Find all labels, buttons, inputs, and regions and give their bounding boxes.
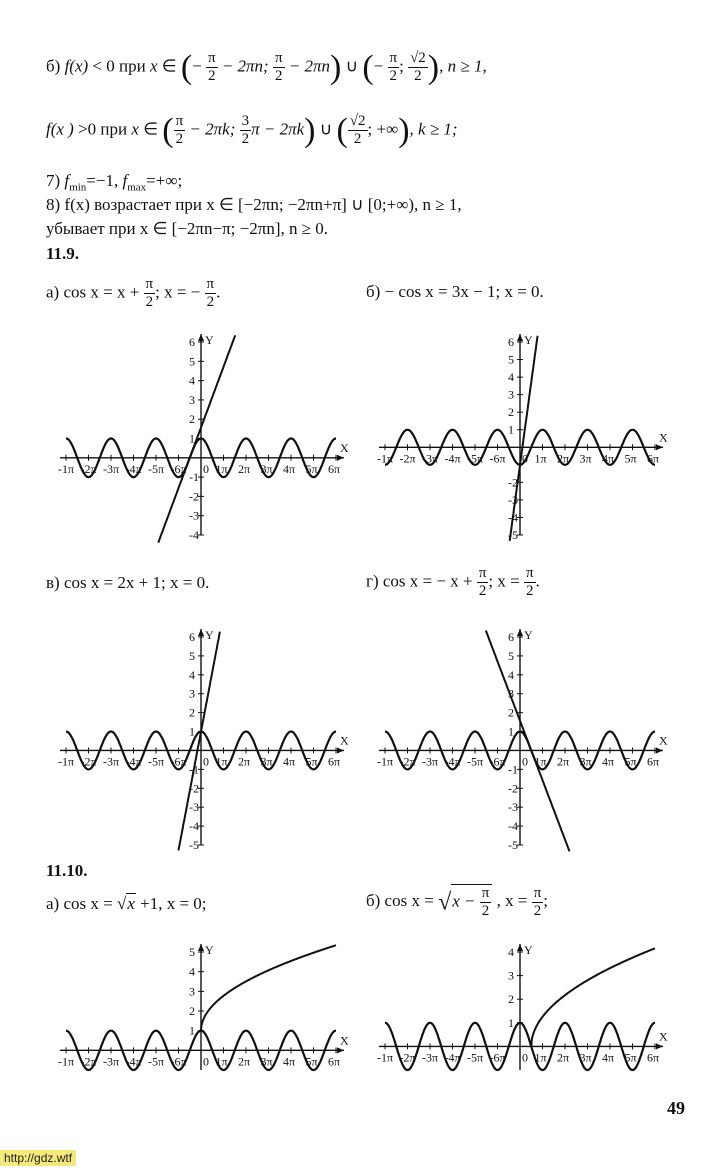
x-tick-label: 3π bbox=[260, 754, 273, 769]
x-tick-label: -2π bbox=[80, 461, 97, 476]
graph-11-9-a bbox=[46, 330, 356, 545]
x-tick-label: -6π bbox=[489, 451, 506, 466]
graph-11-9-b bbox=[365, 330, 675, 545]
x-tick-label: 4π bbox=[602, 754, 615, 769]
y-tick-label: 4 bbox=[508, 945, 514, 959]
x-tick-label: -6π bbox=[489, 1050, 506, 1065]
y-tick-label: 3 bbox=[508, 686, 514, 701]
x-tick-label: -4π bbox=[444, 451, 461, 466]
y-tick-label: 4 bbox=[189, 667, 195, 682]
x-tick-label: -2π bbox=[80, 1054, 97, 1069]
equation-b-11-10: б) cos x = √x − $\frac{\pi}{2}$ , x = $\frac{\pi}{2}$ ; bbox=[366, 884, 548, 920]
y-tick-label: 4 bbox=[189, 964, 195, 979]
x-axis-arrow bbox=[337, 455, 344, 461]
x-tick-label: -2π bbox=[399, 1050, 416, 1065]
y-tick-label: 5 bbox=[508, 352, 514, 367]
item-8-second-line: убывает при x ∈ [−2πn−π; −2πn], n ≥ 0. bbox=[46, 219, 329, 238]
x-tick-label: -6π bbox=[170, 461, 187, 476]
x-tick-label: 5π bbox=[305, 461, 318, 476]
x-tick-label: 6π bbox=[647, 754, 660, 769]
x-axis-arrow bbox=[337, 747, 344, 753]
y-tick-label: -1 bbox=[508, 762, 518, 777]
x-tick-label: -5π bbox=[467, 451, 484, 466]
item-8-line: 8) f(x) возрастает при x ∈ [−2πn; −2πn+π] ∪ [0;+∞), n ≥ 1, bbox=[46, 195, 462, 214]
x-tick-label: 6π bbox=[328, 1054, 341, 1069]
y-tick-label: -1 bbox=[189, 470, 199, 485]
y-axis-label: Y bbox=[205, 628, 214, 642]
y-tick-label: 1 bbox=[189, 724, 195, 739]
x-tick-label: 3π bbox=[260, 1054, 273, 1069]
y-tick-label: 2 bbox=[508, 705, 514, 720]
x-tick-label: 2π bbox=[238, 1054, 251, 1069]
x-tick-label: 1π bbox=[534, 451, 547, 466]
y-tick-label: -5 bbox=[508, 528, 518, 542]
x-tick-label: -5π bbox=[148, 754, 165, 769]
x-tick-label: -4π bbox=[125, 461, 142, 476]
y-axis-arrow bbox=[198, 944, 204, 951]
y-tick-label: 1 bbox=[189, 1023, 195, 1038]
y-axis-label: Y bbox=[524, 628, 533, 642]
y-tick-label: -3 bbox=[189, 800, 199, 815]
x-axis-arrow bbox=[656, 747, 663, 753]
x-tick-label: -3π bbox=[103, 754, 120, 769]
x-tick-label: -4π bbox=[125, 1054, 142, 1069]
y-tick-label: -3 bbox=[508, 492, 518, 507]
origin-label: 0 bbox=[522, 754, 528, 769]
x-tick-label: 4π bbox=[283, 754, 296, 769]
y-axis-arrow bbox=[517, 629, 523, 636]
x-tick-label: 3π bbox=[579, 754, 592, 769]
x-tick-label: -6π bbox=[170, 1054, 187, 1069]
x-tick-label: -1π bbox=[58, 1054, 75, 1069]
item-6b-line: б) f(x) < 0 при x ∈ (− $\frac{\pi}{2}$ − 2πn; $\frac{\pi}{2}$ − 2πn) ∪ (− $\frac{\pi}{2}$ ; $\frac{√2}{2}$ ), n ≥ 1, bbox=[46, 48, 487, 86]
x-tick-label: 1π bbox=[215, 1054, 228, 1069]
x-tick-label: 4π bbox=[602, 1050, 615, 1065]
y-tick-label: -2 bbox=[189, 781, 199, 796]
x-tick-label: -3π bbox=[422, 451, 439, 466]
x-axis-arrow bbox=[656, 444, 663, 450]
y-tick-label: 5 bbox=[189, 648, 195, 663]
y-axis-arrow bbox=[517, 334, 523, 341]
y-tick-label: -3 bbox=[189, 508, 199, 523]
x-tick-label: 5π bbox=[624, 1050, 637, 1065]
section-11-9: 11.9. bbox=[46, 244, 80, 263]
y-tick-label: 4 bbox=[508, 370, 514, 385]
y-tick-label: 3 bbox=[189, 984, 195, 999]
x-tick-label: 3π bbox=[579, 1050, 592, 1065]
x-axis-label: X bbox=[659, 1029, 668, 1044]
graph-11-9-g bbox=[365, 625, 675, 855]
series-line-curve bbox=[201, 945, 336, 1030]
item-7-line: 7) $f_{min}=-1$, $f_{max}=+\infty$; bbox=[46, 171, 183, 194]
y-tick-label: 2 bbox=[189, 412, 195, 427]
x-tick-label: 5π bbox=[305, 1054, 318, 1069]
x-tick-label: -5π bbox=[148, 1054, 165, 1069]
origin-label: 0 bbox=[522, 1050, 528, 1065]
x-tick-label: -4π bbox=[444, 754, 461, 769]
y-axis-label: Y bbox=[524, 333, 533, 347]
y-tick-label: 2 bbox=[189, 1004, 195, 1018]
x-tick-label: 2π bbox=[557, 754, 570, 769]
y-tick-label: -3 bbox=[508, 800, 518, 815]
y-tick-label: 3 bbox=[508, 968, 514, 983]
y-tick-label: 2 bbox=[508, 992, 514, 1007]
y-tick-label: -2 bbox=[508, 781, 518, 796]
x-tick-label: -6π bbox=[489, 754, 506, 769]
x-tick-label: -1π bbox=[58, 461, 75, 476]
series-line-curve bbox=[179, 632, 220, 851]
y-tick-label: -4 bbox=[508, 819, 518, 834]
x-tick-label: -3π bbox=[422, 754, 439, 769]
x-axis-label: X bbox=[340, 440, 349, 455]
x-tick-label: -6π bbox=[170, 754, 187, 769]
x-axis-label: X bbox=[340, 733, 349, 748]
x-tick-label: -5π bbox=[148, 461, 165, 476]
x-tick-label: -3π bbox=[103, 461, 120, 476]
y-tick-label: 5 bbox=[189, 945, 195, 959]
watermark-link[interactable]: http://gdz.wtf bbox=[0, 1150, 76, 1166]
x-axis-arrow bbox=[656, 1043, 663, 1049]
y-tick-label: -1 bbox=[189, 762, 199, 777]
y-axis-arrow bbox=[198, 334, 204, 341]
x-axis-label: X bbox=[659, 733, 668, 748]
y-tick-label: -5 bbox=[189, 838, 199, 852]
graph-11-9-v bbox=[46, 625, 356, 855]
x-tick-label: 1π bbox=[534, 1050, 547, 1065]
x-tick-label: -2π bbox=[399, 754, 416, 769]
x-tick-label: 2π bbox=[557, 1050, 570, 1065]
item-6b-second-line: f(x ) >0 при x ∈ ( $\frac{\pi}{2}$ − 2πk; $\frac{3}{2}$ π − 2πk) ∪ ( $\frac{√2}{2}$ ; +∞), k ≥ 1; bbox=[46, 111, 458, 149]
series-line-curve bbox=[531, 948, 655, 1046]
equation-b: б) − cos x = 3x − 1; x = 0. bbox=[366, 282, 544, 301]
origin-label: 0 bbox=[203, 1054, 209, 1069]
x-tick-label: 5π bbox=[624, 451, 637, 466]
x-tick-label: -5π bbox=[467, 754, 484, 769]
x-tick-label: 6π bbox=[647, 451, 660, 466]
x-axis-label: X bbox=[659, 430, 668, 445]
origin-label: 0 bbox=[203, 754, 209, 769]
page-number: 49 bbox=[667, 1098, 685, 1118]
y-tick-label: 5 bbox=[508, 648, 514, 663]
x-tick-label: -1π bbox=[377, 451, 394, 466]
x-tick-label: -4π bbox=[444, 1050, 461, 1065]
y-tick-label: -2 bbox=[508, 475, 518, 490]
y-tick-label: 6 bbox=[189, 335, 195, 349]
equation-v: в) cos x = 2x + 1; x = 0. bbox=[46, 573, 210, 592]
x-tick-label: 4π bbox=[602, 451, 615, 466]
x-tick-label: 6π bbox=[328, 754, 341, 769]
graph-11-10-b bbox=[365, 940, 675, 1080]
x-tick-label: 1π bbox=[215, 754, 228, 769]
x-tick-label: -4π bbox=[125, 754, 142, 769]
x-tick-label: 5π bbox=[624, 754, 637, 769]
x-tick-label: -1π bbox=[377, 1050, 394, 1065]
equation-g: г) cos x = − x + $\frac{\pi}{2}$ ; x = $\frac{\pi}{2}$ . bbox=[366, 565, 540, 600]
y-tick-label: -2 bbox=[189, 489, 199, 504]
y-tick-label: 1 bbox=[508, 422, 514, 437]
origin-label: 0 bbox=[522, 451, 528, 466]
y-tick-label: -5 bbox=[508, 838, 518, 852]
y-tick-label: -4 bbox=[189, 528, 199, 542]
y-axis-label: Y bbox=[205, 333, 214, 347]
y-tick-label: -4 bbox=[508, 510, 518, 525]
y-axis-arrow bbox=[517, 944, 523, 951]
graph-11-10-a bbox=[46, 940, 356, 1080]
x-tick-label: -1π bbox=[58, 754, 75, 769]
x-tick-label: -2π bbox=[80, 754, 97, 769]
y-tick-label: 6 bbox=[508, 335, 514, 349]
y-tick-label: 4 bbox=[508, 667, 514, 682]
y-tick-label: 3 bbox=[189, 686, 195, 701]
x-tick-label: -2π bbox=[399, 451, 416, 466]
x-tick-label: 3π bbox=[579, 451, 592, 466]
y-tick-label: 1 bbox=[508, 724, 514, 739]
section-11-10: 11.10. bbox=[46, 861, 88, 880]
x-tick-label: 4π bbox=[283, 461, 296, 476]
x-tick-label: 3π bbox=[260, 461, 273, 476]
x-tick-label: 1π bbox=[534, 754, 547, 769]
origin-label: 0 bbox=[203, 461, 209, 476]
x-tick-label: 4π bbox=[283, 1054, 296, 1069]
x-tick-label: 5π bbox=[305, 754, 318, 769]
x-tick-label: -3π bbox=[422, 1050, 439, 1065]
x-tick-label: -1π bbox=[377, 754, 394, 769]
x-axis-arrow bbox=[337, 1047, 344, 1053]
x-tick-label: 2π bbox=[238, 754, 251, 769]
x-tick-label: 6π bbox=[647, 1050, 660, 1065]
y-tick-label: -4 bbox=[189, 819, 199, 834]
y-tick-label: 1 bbox=[189, 431, 195, 446]
x-tick-label: 1π bbox=[215, 461, 228, 476]
y-tick-label: 4 bbox=[189, 373, 195, 388]
x-tick-label: -3π bbox=[103, 1054, 120, 1069]
y-tick-label: 2 bbox=[189, 705, 195, 720]
y-axis-label: Y bbox=[524, 943, 533, 957]
y-tick-label: 3 bbox=[508, 387, 514, 402]
x-tick-label: 6π bbox=[328, 461, 341, 476]
y-tick-label: 6 bbox=[189, 630, 195, 644]
equation-a: а) cos x = x + $\frac{\pi}{2}$ ; x = − $\frac{\pi}{2}$ . bbox=[46, 276, 221, 311]
y-tick-label: 1 bbox=[508, 1015, 514, 1030]
y-tick-label: 2 bbox=[508, 405, 514, 420]
x-tick-label: 2π bbox=[238, 461, 251, 476]
x-axis-label: X bbox=[340, 1033, 349, 1048]
x-tick-label: 2π bbox=[557, 451, 570, 466]
equation-a-11-10: а) cos x = √x +1, x = 0; bbox=[46, 894, 207, 913]
y-tick-label: 5 bbox=[189, 354, 195, 369]
y-tick-label: 6 bbox=[508, 630, 514, 644]
x-tick-label: -5π bbox=[467, 1050, 484, 1065]
series-line-curve bbox=[510, 336, 538, 541]
y-axis-arrow bbox=[198, 629, 204, 636]
y-tick-label: 3 bbox=[189, 392, 195, 407]
y-axis-label: Y bbox=[205, 943, 214, 957]
